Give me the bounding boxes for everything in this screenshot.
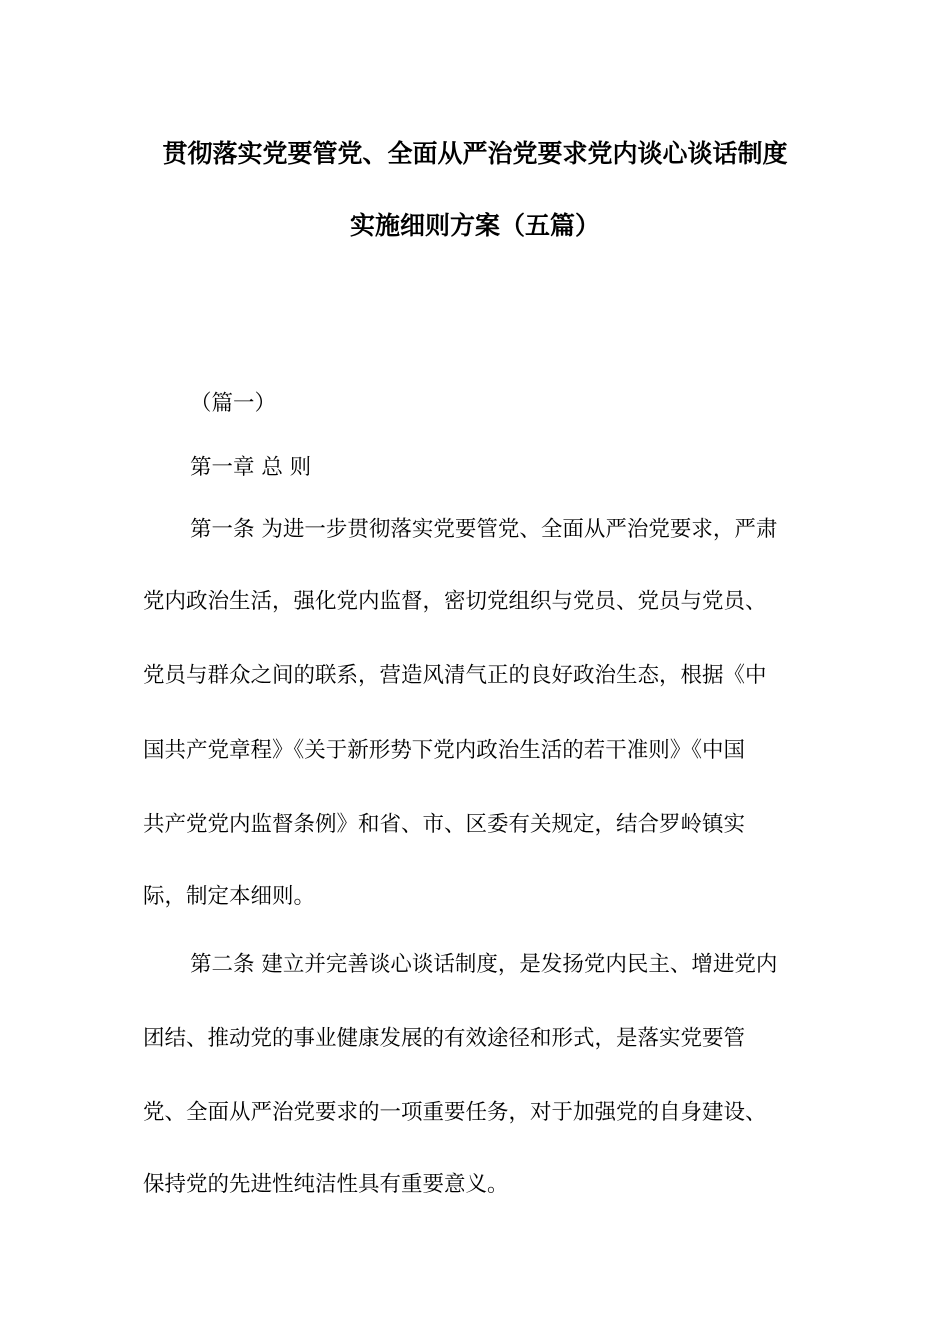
chapter-heading: 第一章 总 则 xyxy=(190,455,312,480)
article-2-line-4: 保持党的先进性纯洁性具有重要意义。 xyxy=(143,1172,509,1197)
document-title-line-1: 贯彻落实党要管党、全面从严治党要求党内谈心谈话制度 xyxy=(162,139,788,168)
document-title-line-2: 实施细则方案（五篇） xyxy=(349,211,600,240)
article-1-line-4: 国共产党章程》《关于新形势下党内政治生活的若干准则》《中国 xyxy=(143,738,746,763)
article-2-line-3: 党、全面从严治党要求的一项重要任务，对于加强党的自身建设、 xyxy=(143,1100,767,1125)
article-2-line-2: 团结、推动党的事业健康发展的有效途径和形式，是落实党要管 xyxy=(143,1026,746,1051)
article-2-line-1: 第二条 建立并完善谈心谈话制度，是发扬党内民主、增进党内 xyxy=(190,952,778,977)
section-label: （篇一） xyxy=(190,391,277,416)
article-1-line-3: 党员与群众之间的联系，营造风清气正的良好政治生态，根据《中 xyxy=(143,663,767,688)
article-1-line-6: 际，制定本细则。 xyxy=(143,884,316,909)
article-1-line-5: 共产党党内监督条例》和省、市、区委有关规定，结合罗岭镇实 xyxy=(143,812,746,837)
article-1-line-1: 第一条 为进一步贯彻落实党要管党、全面从严治党要求，严肃 xyxy=(190,517,778,542)
article-1-line-2: 党内政治生活，强化党内监督，密切党组织与党员、党员与党员、 xyxy=(143,589,767,614)
